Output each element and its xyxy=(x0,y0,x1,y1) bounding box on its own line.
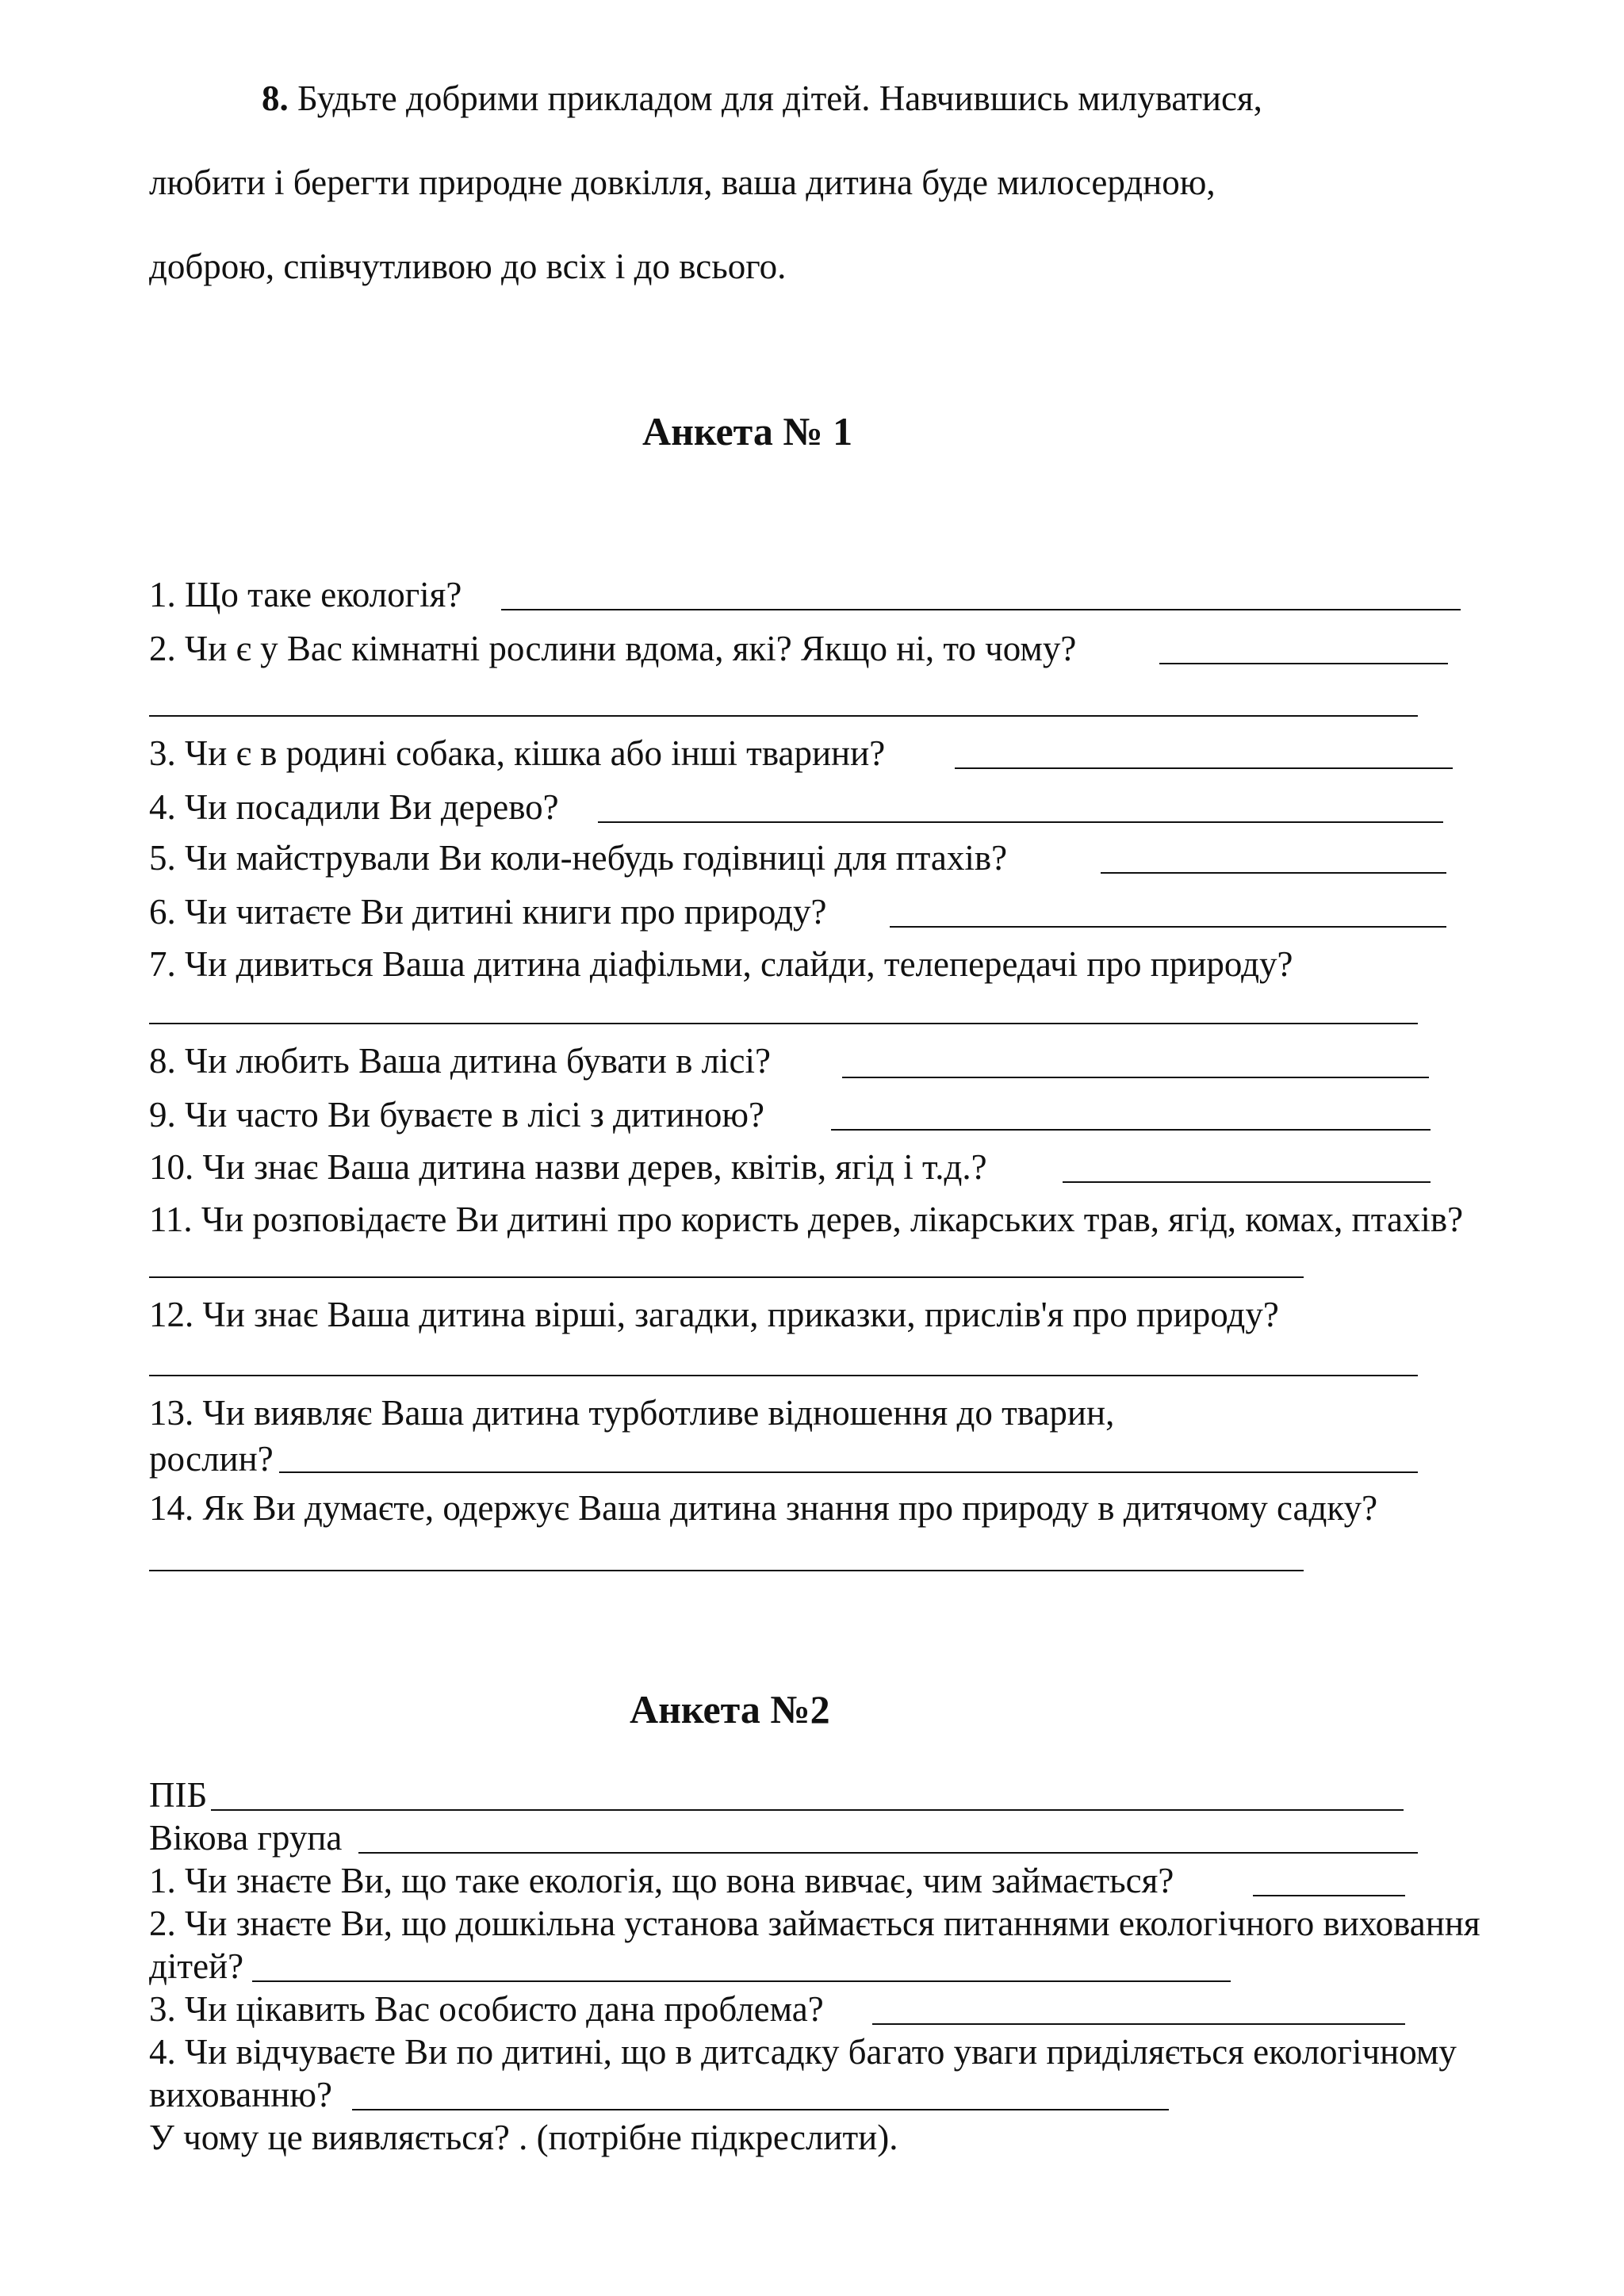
survey1-q9: 9. Чи часто Ви буваєте в лісі з дитиною? xyxy=(149,1095,764,1135)
survey2-q2: 2. Чи знаєте Ви, що дошкільна установа займається питаннями екологічного виховання xyxy=(149,1904,1480,1943)
survey1-q13-cont: рослин? xyxy=(149,1439,274,1479)
survey1-q3-answer-line[interactable] xyxy=(955,767,1453,769)
survey2-q2-answer-line[interactable] xyxy=(252,1980,1231,1982)
survey2-name-line[interactable] xyxy=(211,1809,1404,1811)
survey2-q2-cont: дітей? xyxy=(149,1946,244,1986)
survey1-q5: 5. Чи майстрували Ви коли-небудь годівниці для птахів? xyxy=(149,838,1008,878)
survey1-q11-answer-line[interactable] xyxy=(149,1276,1304,1278)
survey1-q9-answer-line[interactable] xyxy=(831,1129,1431,1131)
survey1-q14: 14. Як Ви думаєте, одержує Ваша дитина знання про природу в дитячому садку? xyxy=(149,1488,1378,1528)
survey1-q12-answer-line[interactable] xyxy=(149,1375,1418,1376)
tip-line-3: доброю, співчутливою до всіх і до всього. xyxy=(149,247,787,286)
survey1-q8: 8. Чи любить Ваша дитина бувати в лісі? xyxy=(149,1041,772,1081)
survey2-field-name: ПІБ xyxy=(149,1775,208,1815)
survey1-q8-answer-line[interactable] xyxy=(842,1077,1429,1078)
survey2-q4-answer-line[interactable] xyxy=(352,2109,1169,2110)
survey1-q11: 11. Чи розповідаєте Ви дитині про користь дерев, лікарських трав, ягід, комах, птахів? xyxy=(149,1200,1464,1239)
survey2-manifestation-prompt: У чому це виявляється? . (потрібне підкреслити). xyxy=(149,2118,898,2157)
survey2-q4: 4. Чи відчуваєте Ви по дитині, що в дитсадку багато уваги приділяється екологічному xyxy=(149,2032,1457,2072)
survey2-field-age-group: Вікова група xyxy=(149,1818,343,1858)
survey2-q1-answer-line[interactable] xyxy=(1253,1895,1405,1896)
survey2-q1: 1. Чи знаєте Ви, що таке екологія, що вона вивчає, чим займається? xyxy=(149,1861,1174,1900)
survey1-q10-answer-line[interactable] xyxy=(1063,1181,1431,1183)
survey2-title: Анкета №2 xyxy=(630,1687,830,1732)
survey1-q7-answer-line[interactable] xyxy=(149,1023,1418,1024)
survey1-q6-answer-line[interactable] xyxy=(890,926,1446,928)
survey1-q4: 4. Чи посадили Ви дерево? xyxy=(149,787,559,827)
survey1-q1-answer-line[interactable] xyxy=(501,609,1461,610)
survey2-q4-cont: вихованню? xyxy=(149,2075,332,2114)
survey1-q13: 13. Чи виявляє Ваша дитина турботливе відношення до тварин, xyxy=(149,1393,1115,1433)
tip-text-1: Будьте добрими прикладом для дітей. Навчившись милуватися, xyxy=(297,78,1262,118)
survey1-q3: 3. Чи є в родині собака, кішка або інші тварини? xyxy=(149,733,886,773)
survey1-q2-answer-line-2[interactable] xyxy=(149,715,1418,717)
survey2-age-group-line[interactable] xyxy=(358,1852,1418,1854)
survey1-q6: 6. Чи читаєте Ви дитині книги про природу? xyxy=(149,892,827,932)
survey1-q7: 7. Чи дивиться Ваша дитина діафільми, слайди, телепередачі про природу? xyxy=(149,944,1293,984)
tip-line-1 xyxy=(262,78,1262,119)
survey1-q10: 10. Чи знає Ваша дитина назви дерев, квітів, ягід і т.д.? xyxy=(149,1147,987,1187)
survey1-q2: 2. Чи є у Вас кімнатні рослини вдома, які? Якщо ні, то чому? xyxy=(149,629,1077,668)
survey1-q2-answer-line[interactable] xyxy=(1159,663,1448,664)
tip-line-2: любити і берегти природне довкілля, ваша дитина буде милосердною, xyxy=(149,163,1216,202)
survey1-q5-answer-line[interactable] xyxy=(1101,872,1446,874)
survey1-q14-answer-line[interactable] xyxy=(149,1570,1304,1571)
tip-number: 8. xyxy=(262,78,289,118)
survey1-q12: 12. Чи знає Ваша дитина вірші, загадки, приказки, прислів'я про природу? xyxy=(149,1295,1279,1334)
survey1-q13-answer-line[interactable] xyxy=(279,1471,1418,1473)
survey2-q3-answer-line[interactable] xyxy=(872,2023,1405,2025)
survey2-q3: 3. Чи цікавить Вас особисто дана проблема? xyxy=(149,1989,824,2029)
survey1-q1: 1. Що таке екологія? xyxy=(149,575,462,614)
survey1-q4-answer-line[interactable] xyxy=(598,821,1443,823)
survey1-title: Анкета № 1 xyxy=(642,409,853,453)
